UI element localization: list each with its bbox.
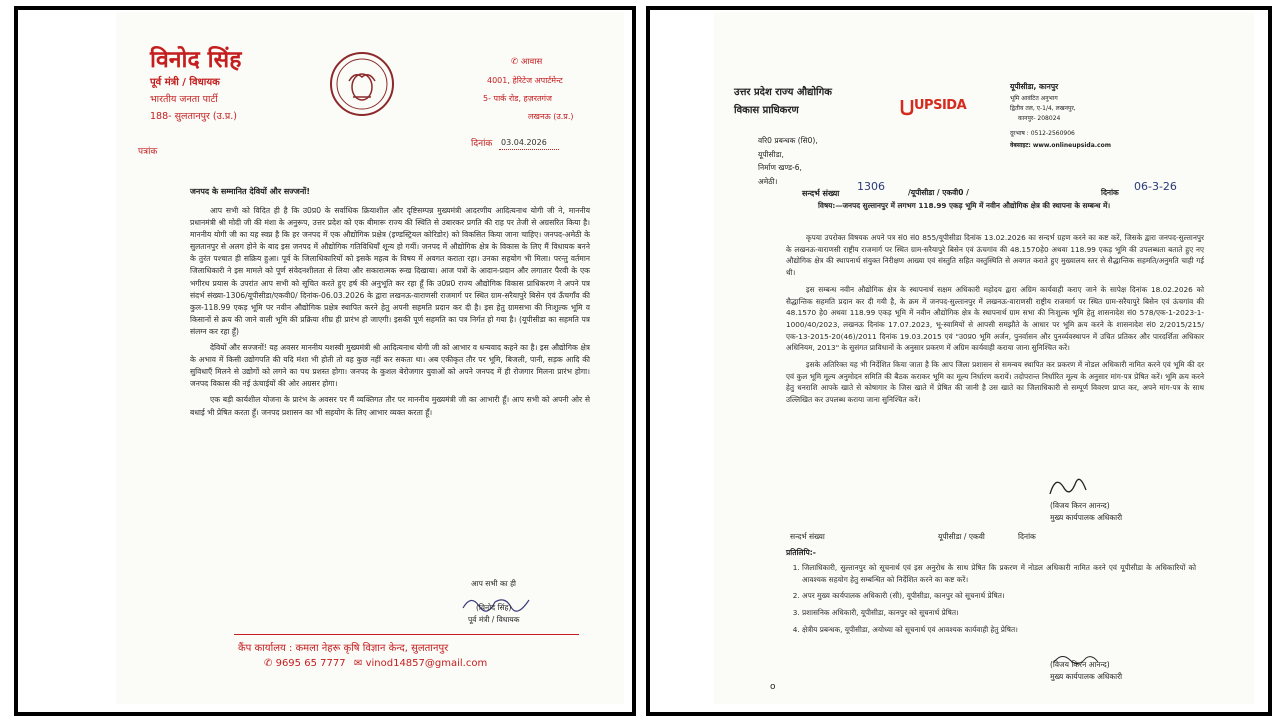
- ref2-suffix: यूपीसीडा / एकवी: [938, 532, 985, 541]
- ref-number: 1306: [857, 180, 885, 193]
- signature-1: [1046, 472, 1092, 500]
- subject-line: विषय:—जनपद सुल्तानपुर में लगभग 118.99 एकड़ भूमि में नवीन औद्योगिक क्षेत्र की स्थापना के सम्बन्ध में।: [818, 201, 1111, 210]
- date-underline: [499, 149, 559, 150]
- logo-mark-icon: [900, 98, 914, 116]
- signatory-1-designation: मुख्य कार्यपालक अधिकारी: [1050, 513, 1123, 522]
- body-paragraph: इस सम्बन्ध नवीन औद्योगिक क्षेत्र के स्थापनार्थ सक्षम अधिकारी महोदय द्वारा अग्रिम कार्यवाही कराए जाने के सापेक्ष दिनांक 18.02.2026 को सैद्धान्तिक सहमति प्रदान कर दी गयी है, के क्रम में जनपद-सुल्तानपुर में लखनऊ-वाराणसी राष्ट्रीय राजमार्ग पर स्थित ग्राम-सरैयापुरे बिसेन एवं ऊंचगांव की 48.1570 हे0 अथवा 118.99 एकड़ भूमि में नवीन औद्योगिक क्षेत्र के स्थापनार्थ ग्राम सभा की निःशुल्क भूमि हेतु शासनादेश सं0 578/एक-1-2023-1-1000/40/2023, लखनऊ दिनांक 17.07.2023, भू-स्वामियों से आपसी समझौते के आधार पर भूमि क्रय करने के शासनादेश सं0 2/2015/215/एक-13-2015-20(46)/2011 दिनांक 19.03.2015 एवं "उ0प्र0 भूमि अर्जन, पुनर्वासन और पुनर्व्यवस्थापन में उचित प्रतिकर और पारदर्शिता अधिकार अधिनियम, 2013" के सुसंगत प्राविधानों के अनुसार प्रकरण में अग्रिम कार्यवाही कराया जाना सुनिश्चित करें।: [786, 284, 1204, 353]
- copy-item: 3. प्रशासनिक अधिकारी, यूपीसीडा, कानपुर को सूचनार्थ प्रेषित।: [802, 607, 1196, 619]
- letter-date: 03.04.2026: [501, 138, 547, 147]
- org-address-pin: कानपुर- 208024: [1018, 115, 1061, 122]
- address-line-1: 4001, हेरिटेज अपार्टमेन्ट: [487, 76, 563, 85]
- signatory-designation: पूर्व मंत्री / विधायक: [468, 615, 520, 624]
- copy-item: 2. अपर मुख्य कार्यपालक अधिकारी (सी), यूपीसीडा, कानपुर को सूचनार्थ प्रेषित।: [802, 590, 1196, 602]
- address-line-3: लखनऊ (उ.प्र.): [528, 112, 574, 121]
- ref2-label: सन्दर्भ संख्या: [790, 532, 825, 541]
- ref-dinank-label: दिनांक: [1101, 188, 1119, 197]
- letterhead-designation: पूर्व मंत्री / विधायक: [150, 77, 220, 88]
- body-paragraph: एक बड़ी कार्यशील योजना के प्रारंभ के अवसर पर मैं व्यक्तिगत तौर पर माननीय मुख्यमंत्री जी का आभारी हूँ। आप सभी को अपनी ओर से बधाई भी प्रेषित करता हूँ। जनपद प्रशासन का भी सहयोग के लिए आभार व्यक्त करता हूँ।: [190, 395, 590, 417]
- letterhead-constituency: 188- सुलतानपुर (उ.प्र.): [150, 111, 237, 122]
- upsida-letter-page: [714, 12, 1254, 704]
- ref2-dinank: दिनांक: [1018, 532, 1036, 541]
- camp-office: कैंप कार्यालय : कमला नेहरू कृषि विज्ञान केन्द, सुलतानपुर: [238, 643, 449, 654]
- copy-list: [786, 562, 1196, 641]
- org-phone: दूरभाष : 0512-2560906: [1010, 130, 1075, 137]
- body-paragraph: कृपया उपरोक्त विषयक अपने पत्र सं0 सं0 855/यूपीसीडा दिनांक 13.02.2026 का सन्दर्भ ग्रहण करने का कष्ट करें, जिसके द्वारा जनपद-सुल्तानपुर के लखनऊ-वाराणसी राष्ट्रीय राजमार्ग पर स्थित ग्राम-सरैयापुरे बिसेन एवं ऊंचगांव की 48.1570हे0 अथवा 118.99 एकड़ भूमि की उपलब्धता बताते हुए नए औद्योगिक क्षेत्र की स्थापनार्थ संयुक्त निरीक्षण आख्या एवं संस्तुति सहित वस्तुस्थिति से अवगत कराते हुए मुख्यालय स्तर से सैद्धान्तिक सहमति/अनुमति चाही गई थी।: [786, 233, 1204, 278]
- upsida-logo: UPSIDA: [900, 98, 970, 116]
- address-line-2: 5- पार्क रोड, हज़रतगंज: [483, 94, 552, 103]
- copy-label: प्रतिलिपि:-: [786, 548, 816, 557]
- signatory-2-designation: मुख्य कार्यपालक अधिकारी: [1050, 672, 1123, 681]
- patrank-label: पत्रांक: [138, 147, 158, 157]
- letterhead-name: विनोद सिंह: [150, 47, 242, 73]
- copy-item: 1. जिलाधिकारी, सुल्तानपुर को सूचनार्थ एवं इस अनुरोध के साथ प्रेषित कि प्रकरण में नोडल अधिकारी नामित करने एवं यूपीसीडा के अधिकारियों को आवश्यक सहयोग हेतु सम्बन्धित को निर्देशित करने का कष्ट करें।: [802, 562, 1196, 585]
- letter-body: [190, 205, 590, 423]
- signatory-2-name: (विजय किरन आनन्द): [1050, 660, 1110, 669]
- signatory-name: (विनोद सिंह): [476, 603, 512, 612]
- copy-item: 4. क्षेत्रीय प्रबन्धक, यूपीसीडा, अयोध्या को सूचनार्थ एवं आवश्यक कार्यवाही हेतु प्रेषित।: [802, 624, 1196, 636]
- org-website: वेबसाइट: www.onlineupsida.com: [1010, 142, 1111, 149]
- footer-divider: [234, 634, 579, 635]
- bottom-mark: o: [770, 682, 776, 692]
- recipient-address: वरि0 प्रबन्धक (सि0), यूपीसीडा, निर्माण खण्ड-6, अमेठी।: [758, 136, 818, 186]
- state-emblem-seal: [329, 51, 395, 117]
- org-name-line2: विकास प्राधिकरण: [734, 105, 799, 116]
- phone-number: ✆ 9695 65 7777: [264, 658, 346, 669]
- body-paragraph: देवियों और सज्जनों! यह अवसर माननीय यशस्वी मुख्यमंत्री श्री आदित्यनाथ योगी जी को आभार व धन्यवाद कहने का है। इस औद्योगिक क्षेत्र के अभाव में किसी उद्योगपति की यदि मंशा भी होती तो वह कुछ नहीं कर सकता था। अब एकीकृत तौर पर भूमि, बिजली, पानी, सड़क आदि की सुविधाएँ मिलने से उद्योगों को लगने का पथ प्रशस्त होगा। जनपद के कुशल बेरोजगार युवाओं को अपने जनपद में ही रोजगार मिलना प्रारंभ होगा। जनपद विकास की नई ऊंचाईयों की ओर अग्रसर होगा।: [190, 343, 590, 389]
- org-name-line1: उत्तर प्रदेश राज्य औद्योगिक: [734, 87, 832, 98]
- ref-suffix: /यूपीसीडा / एकवी0 /: [908, 188, 969, 197]
- ref-date: 06-3-26: [1134, 180, 1177, 193]
- salutation: जनपद के सम्मानित देवियों और सज्जनों!: [190, 187, 310, 196]
- org-address-dept: भूमि आवंटित अनुभाग: [1010, 95, 1058, 102]
- right-document-frame: [646, 6, 1272, 716]
- dinank-label: दिनांक: [471, 139, 493, 149]
- residence-label: ✆ आवास: [511, 57, 543, 67]
- email-address: ✉ vinod14857@gmail.com: [354, 658, 488, 669]
- left-document-frame: [14, 6, 636, 716]
- signatory-1-name: (विजय किरन आनन्द): [1050, 501, 1110, 510]
- letter-body: [786, 232, 1204, 411]
- closing-text: आप सभी का ही: [471, 579, 516, 588]
- org-address-title: यूपीसीडा, कानपुर: [1010, 82, 1059, 91]
- body-paragraph: इसके अतिरिक्त यह भी निर्देशित किया जाता है कि आप जिला प्रशासन से समन्वय स्थापित कर प्रकरण में नोडल अधिकारी नामित करने एवं भूमि की दर एवं कुल भूमि मूल्य अनुमोदन समिति की बैठक कराकर भूमि का मूल्य निर्धारण करायें। तदोपरान्त निर्धारित मूल्य के अनुसार मांग-पत्र प्रेषित करें। भूमि क्रय करने हेतु धनराशि आपके खाते से कोषागार के जिस खाते में प्रेषित की जानी है उस खाते का जिलाधिकारी से सम्पूर्ण विवरण प्राप्त कर, अपने मांग-पत्र के साथ उल्लिखित कर उपलब्ध कराया जाना सुनिश्चित करें।: [786, 360, 1204, 405]
- mla-letter-page: [116, 12, 624, 704]
- mail-icon: ✉: [354, 658, 363, 669]
- letterhead-party: भारतीय जनता पार्टी: [150, 94, 218, 105]
- body-paragraph: आप सभी को विदित ही है कि उ0प्र0 के सर्वाधिक क्रियाशील और दृष्टिसम्पन्न मुख्यमंत्री आदरणीय आदित्यनाथ योगी जी ने, माननीय प्रधानमंत्री श्री मोदी जी की मंशा के अनुरूप, उत्तर प्रदेश को एक बीमारू राज्य की स्थिति से उबारकर प्रगति की राह पर तेजी से अग्रसरित किया है। माननीय योगी जी का यह स्वप्न है कि हर जनपद में एक औद्योगिक प्रक्षेत्र (इण्डस्ट्रियल कोरिडोर) को विकसित किया जाना चाहिए। जनपद-अमेठी के सुलतानपुर से अलग होने के बाद इस जनपद में औद्योगिक गतिविधियाँ शून्य हो गयीं। जनपद में औद्योगिक क्षेत्र के विकास के लिए मैं विधायक बनने के तुरंत पश्चात ही सक्रिय हुआ। पूर्व के जिलाधिकारियों को इसके महत्व के विषय में अवगत कराता रहा। उनका सहयोग भी मिला। परन्तु वर्तमान जिलाधिकारी ने इस मामले को पूर्ण संवेदनशीलता से लिया और सकारात्मक रूख दिखाया। आज पत्रों के आदान-प्रदान और लगातार पैरवी के एक भगीरथ प्रयास के उपरांत आप सभी को सूचित करते हुए हर्ष की अनुभूति कर रहा हूँ कि उ0प्र0 राज्य औद्योगिक विकास प्राधिकरण ने अपने पत्र संदर्भ संख्या-1306/यूपीसीडा/एकवी0/ दिनांक-06.03.2026 के द्वारा लखनऊ-वाराणसी राजमार्ग पर स्थित ग्राम-सरैयापुरे बिसेन एवं ऊँचगाँव की कुल-118.99 एकड़ भूमि पर नवीन औद्योगिक प्रक्षेत्र स्थापित करने हेतु अपनी सहमति प्रदान कर दी है। इस हेतु ग्रामसभा की निःशुल्क भूमि व किसानों से क्रय की जाने वाली भूमि की प्रक्रिया शीघ्र ही प्रारंभ हो जाएगी। इसकी पूर्ण सहमति का पत्र निर्गत हो गया है। (यूपीसीडा का सहमति पत्र संलग्न कर रहा हूँ): [190, 206, 590, 336]
- org-address-line: द्वितीय तल, ए-1/4, लखनपुर,: [1010, 105, 1076, 112]
- ref-label: सन्दर्भ संख्या: [802, 189, 840, 198]
- phone-icon: ✆: [264, 658, 273, 669]
